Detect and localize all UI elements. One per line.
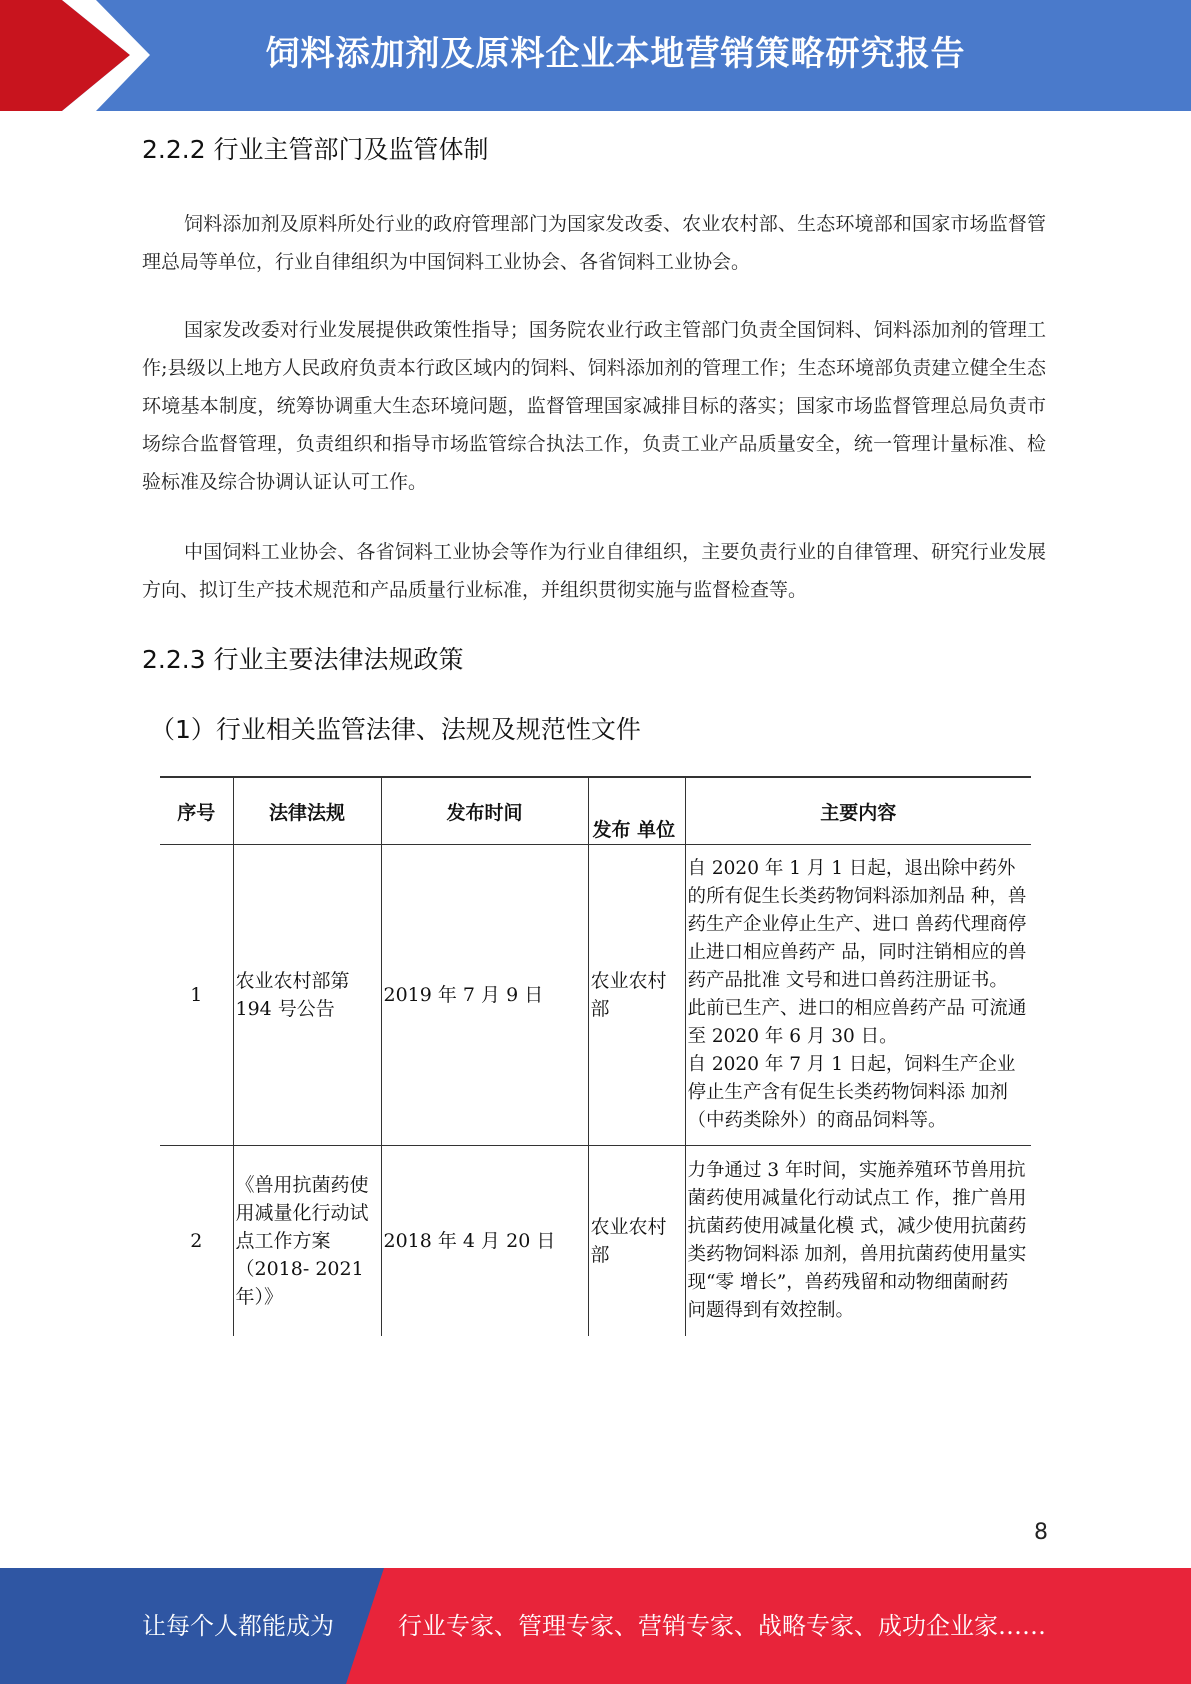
cell-content [685, 845, 1031, 1146]
table-header-row [160, 777, 1031, 845]
cell-index: 1 [160, 845, 233, 1146]
header-cell-law: 法律法规 [233, 777, 381, 845]
header-cell-unit: 发布 单位 [588, 777, 685, 845]
content-line: 力争通过 3 年时间，实施养殖环节兽用抗菌药使用减量化行动试点工 作，推广兽用抗菌药使用减量化模 式，减少使用抗菌药类药物饲料添 加剂，兽用抗菌药使用量实现“零 增长”，兽药残留和动物细菌耐药 问题得到有效控制。 [687, 1160, 1027, 1321]
table-row [160, 1146, 1031, 1337]
cell-unit: 农业农村部 [588, 845, 685, 1146]
footer-banner [0, 1568, 1191, 1684]
cell-law: 农业农村部第194 号公告 [233, 845, 381, 1146]
paragraph: 饲料添加剂及原料所处行业的政府管理部门为国家发改委、农业农村部、生态环境部和国家市场监督管理总局等单位，行业自律组织为中国饲料工业协会、各省饲料工业协会。 [142, 213, 1046, 273]
cell-content [685, 1146, 1031, 1337]
content-line: 自 2020 年 7 月 1 日起，饲料生产企业停止生产含有促生长类药物饲料添 加剂（中药类除外）的商品饲料等。 [687, 1054, 1016, 1131]
content-line: 自 2020 年 1 月 1 日起，退出除中药外的所有促生长类药物饲料添加剂品 种，兽药生产企业停止生产、进口 兽药代理商停止进口相应兽药产 品，同时注销相应的兽药产品批准 文号和进口兽药注册证书。 [687, 858, 1027, 991]
content-line: 此前已生产、进口的相应兽药产品 可流通至 2020 年 6 月 30 日。 [687, 998, 1027, 1047]
subsection-heading: （1）行业相关监管法律、法规及规范性文件 [150, 715, 641, 744]
table-row [160, 845, 1031, 1146]
regulations-table [160, 776, 1031, 1336]
footer-slogan-right: 行业专家、管理专家、营销专家、战略专家、成功企业家…… [398, 1612, 1046, 1640]
cell-date: 2019 年 7 月 9 日 [381, 845, 588, 1146]
header-cell-date: 发布时间 [381, 777, 588, 845]
header-title: 饲料添加剂及原料企业本地营销策略研究报告 [265, 34, 966, 74]
cell-law: 《兽用抗菌药使用减量化行动试点工作方案（2018- 2021 年）》 [233, 1146, 381, 1337]
header-cell-index: 序号 [177, 801, 216, 824]
regulations-table-wrapper [160, 776, 1031, 1336]
section-heading-2-2-3: 2.2.3 行业主要法律法规政策 [142, 645, 464, 674]
page-number: 8 [1034, 1520, 1048, 1545]
cell-index: 2 [190, 1230, 203, 1252]
paragraph: 中国饲料工业协会、各省饲料工业协会等作为行业自律组织，主要负责行业的自律管理、研究行业发展方向、拟订生产技术规范和产品质量行业标准，并组织贯彻实施与监督检查等。 [142, 541, 1046, 601]
section-heading-2-2-2: 2.2.2 行业主管部门及监管体制 [142, 135, 489, 164]
cell-date: 2018 年 4 月 20 日 [381, 1146, 588, 1337]
header-cell-content: 主要内容 [685, 777, 1031, 845]
header-banner [0, 0, 1191, 111]
cell-unit: 农业农村部 [588, 1146, 685, 1337]
paragraph: 国家发改委对行业发展提供政策性指导；国务院农业行政主管部门负责全国饲料、饲料添加剂的管理工作;县级以上地方人民政府负责本行政区域内的饲料、饲料添加剂的管理工作；生态环境部负责建立健全生态环境基本制度，统筹协调重大生态环境问题，监督管理国家减排目标的落实；国家市场监督管理总局负责市场综合监督管理，负责组织和指导市场监管综合执法工作，负责工业产品质量安全，统一管理计量标准、检验标准及综合协调认证认可工作。 [142, 319, 1046, 493]
footer-slogan-left: 让每个人都能成为 [142, 1612, 334, 1640]
